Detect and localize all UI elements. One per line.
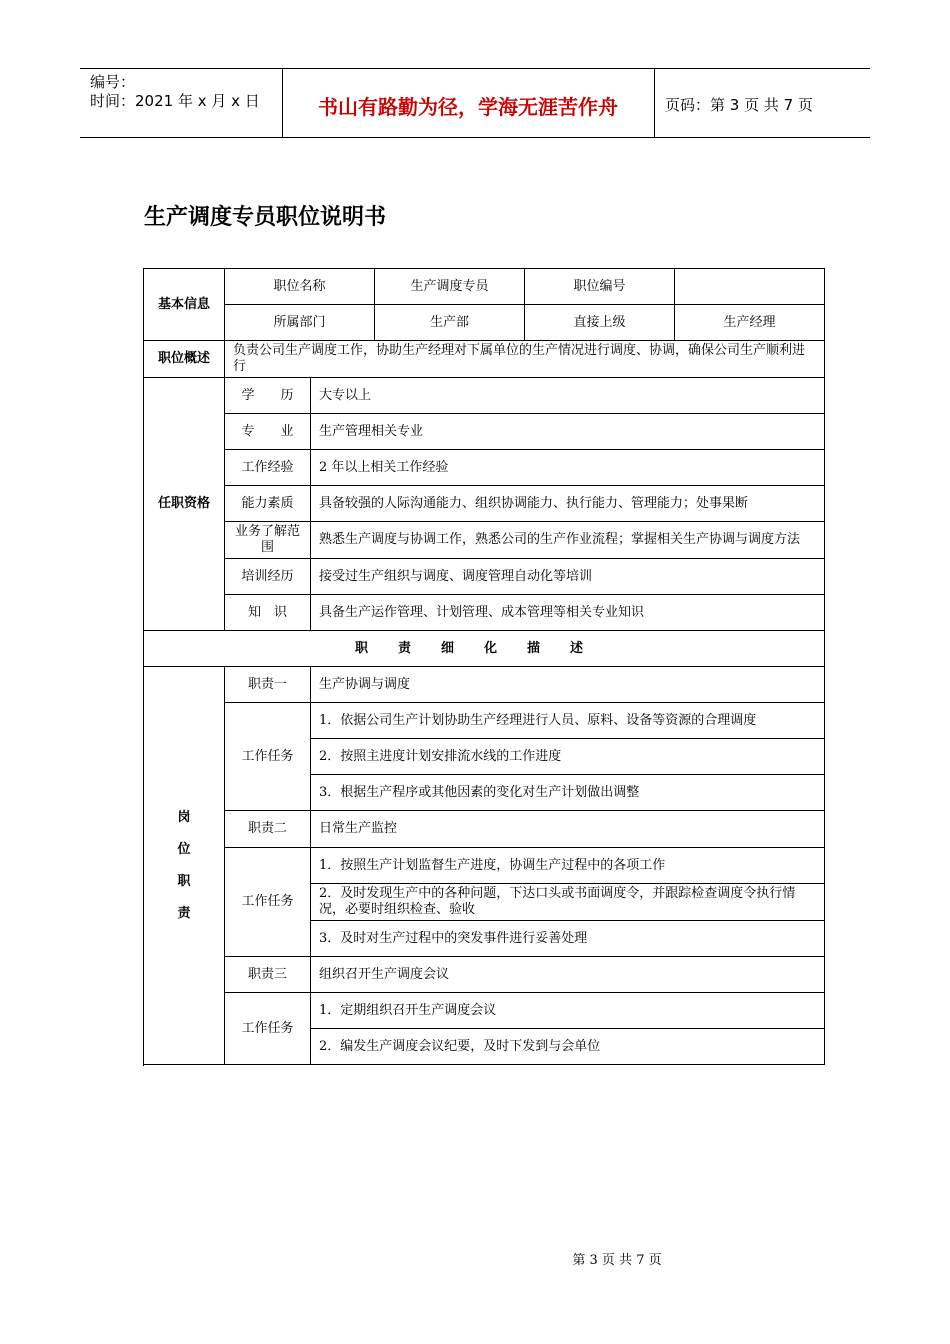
superior-value: 生产经理 xyxy=(675,305,825,341)
task-item: 3．及时对生产过程中的突发事件进行妥善处理 xyxy=(311,921,825,957)
duty-title: 生产协调与调度 xyxy=(311,667,825,703)
qualifications-label: 任职资格 xyxy=(144,378,225,631)
position-code-label: 职位编号 xyxy=(525,269,675,305)
qual-label: 学 历 xyxy=(225,378,311,414)
duties-section-char: 职 xyxy=(177,873,191,889)
position-name-label: 职位名称 xyxy=(225,269,375,305)
qual-value: 具备较强的人际沟通能力、组织协调能力、执行能力、管理能力；处事果断 xyxy=(311,486,825,522)
duty-label: 职责一 xyxy=(225,667,311,703)
task-item: 3．根据生产程序或其他因素的变化对生产计划做出调整 xyxy=(311,775,825,811)
dept-label: 所属部门 xyxy=(225,305,375,341)
task-label: 工作任务 xyxy=(225,848,311,957)
duty-label: 职责三 xyxy=(225,957,311,993)
doc-time: 时间：2021 年 x 月 x 日 xyxy=(90,92,260,110)
duties-section-char: 位 xyxy=(177,841,191,857)
qual-value: 熟悉生产调度与协调工作，熟悉公司的生产作业流程；掌握相关生产协调与调度方法 xyxy=(311,522,825,559)
qual-label: 能力素质 xyxy=(225,486,311,522)
duties-heading: 职责细化描述 xyxy=(144,631,825,667)
task-label: 工作任务 xyxy=(225,703,311,811)
qual-value: 接受过生产组织与调度、调度管理自动化等培训 xyxy=(311,559,825,595)
duty-title: 日常生产监控 xyxy=(311,811,825,848)
qual-value: 生产管理相关专业 xyxy=(311,414,825,450)
duty-label: 职责二 xyxy=(225,811,311,848)
header-motto: 书山有路勤为径，学海无涯苦作舟 xyxy=(318,95,618,119)
duties-section-char: 责 xyxy=(177,905,191,921)
doc-number: 编号： xyxy=(90,73,136,91)
overview-label: 职位概述 xyxy=(144,341,225,378)
superior-label: 直接上级 xyxy=(525,305,675,341)
overview-text: 负责公司生产调度工作，协助生产经理对下属单位的生产情况进行调度、协调，确保公司生产顺利进行 xyxy=(225,341,825,378)
position-name-value: 生产调度专员 xyxy=(375,269,525,305)
task-item: 2．编发生产调度会议纪要，及时下发到与会单位 xyxy=(311,1029,825,1065)
qual-label: 工作经验 xyxy=(225,450,311,486)
page-title: 生产调度专员职位说明书 xyxy=(144,205,387,230)
header-page-info: 页码：第 3 页 共 7 页 xyxy=(665,96,813,114)
task-item: 1．依据公司生产计划协助生产经理进行人员、原料、设备等资源的合理调度 xyxy=(311,703,825,739)
qual-value: 大专以上 xyxy=(311,378,825,414)
job-description-table xyxy=(143,268,825,1065)
position-code-value xyxy=(675,269,825,305)
page-header xyxy=(80,68,870,138)
duty-title: 组织召开生产调度会议 xyxy=(311,957,825,993)
qual-label: 业务了解范围 xyxy=(225,522,311,559)
qual-value: 2 年以上相关工作经验 xyxy=(311,450,825,486)
duties-section-char: 岗 xyxy=(177,809,191,825)
duties-section-label xyxy=(144,667,225,1065)
task-label: 工作任务 xyxy=(225,993,311,1065)
qual-label: 培训经历 xyxy=(225,559,311,595)
basic-info-label: 基本信息 xyxy=(144,269,225,341)
task-item: 1．按照生产计划监督生产进度，协调生产过程中的各项工作 xyxy=(311,848,825,884)
task-item: 2．及时发现生产中的各种问题，下达口头或书面调度令，并跟踪检查调度令执行情况，必要时组织检查、验收 xyxy=(311,884,825,921)
dept-value: 生产部 xyxy=(375,305,525,341)
header-meta xyxy=(90,73,260,111)
task-item: 1．定期组织召开生产调度会议 xyxy=(311,993,825,1029)
qual-value: 具备生产运作管理、计划管理、成本管理等相关专业知识 xyxy=(311,595,825,631)
task-item: 2．按照主进度计划安排流水线的工作进度 xyxy=(311,739,825,775)
header-divider xyxy=(654,69,655,137)
page-footer: 第 3 页 共 7 页 xyxy=(572,1253,662,1268)
qual-label: 专 业 xyxy=(225,414,311,450)
qual-label: 知 识 xyxy=(225,595,311,631)
